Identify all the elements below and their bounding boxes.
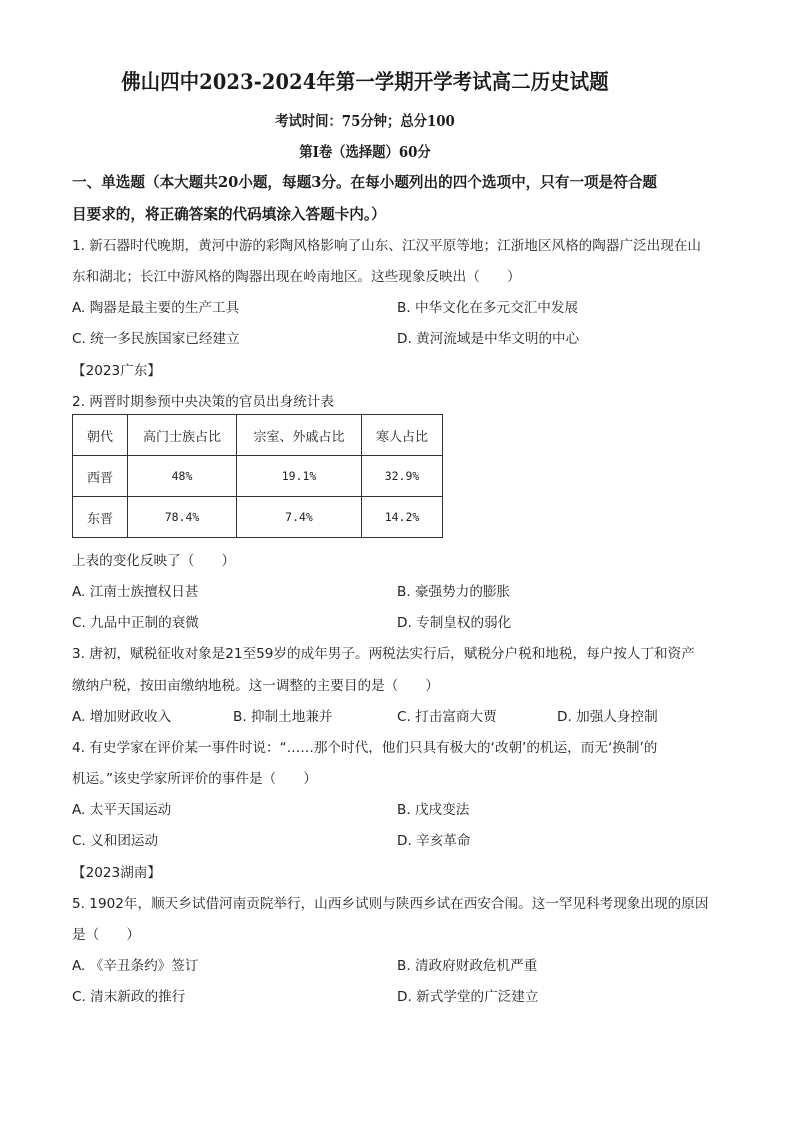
q2-option-d: D. 专制皇权的弱化 — [397, 615, 512, 631]
q3-option-d: D. 加强人身控制 — [557, 709, 658, 725]
q2-stem: 2. 两晋时期参预中央决策的官员出身统计表 — [72, 394, 334, 410]
q1-stem-line1: 1. 新石器时代晚期，黄河中游的彩陶风格影响了山东、江汉平原等地；江浙地区风格的陶器广泛出现在山 — [72, 238, 702, 254]
exam-title: 佛山四中2023-2024年第一学期开学考试高二历史试题 — [121, 69, 609, 94]
q2-option-a: A. 江南士族擅权日甚 — [72, 584, 199, 600]
q3-option-c: C. 打击富商大贾 — [397, 709, 497, 725]
q3-option-b: B. 抑制土地兼并 — [233, 709, 333, 725]
q3-stem-line1: 3. 唐初，赋税征收对象是21至59岁的成年男子。两税法实行后，赋税分户税和地税，每户按人丁和资产 — [72, 646, 695, 662]
header-royal: 宗室、外戚占比 — [237, 415, 362, 456]
q5-option-b: B. 清政府财政危机严重 — [397, 958, 538, 974]
q4-stem-line1: 4. 有史学家在评价某一事件时说：“……那个时代，他们只具有极大的‘改朝’的机运，而无‘换制’的 — [72, 740, 658, 756]
cell-royal: 7.4% — [237, 497, 362, 538]
source-tag-guangdong: 【2023广东】 — [72, 363, 161, 379]
header-gentry: 高门士族占比 — [128, 415, 237, 456]
section-instructions-line1: 一、单选题（本大题共20小题，每题3分。在每小题列出的四个选项中，只有一项是符合题 — [72, 174, 658, 191]
table-header-row — [73, 415, 443, 456]
q1-option-b: B. 中华文化在多元交汇中发展 — [397, 300, 579, 316]
q4-option-d: D. 辛亥革命 — [397, 833, 471, 849]
q2-option-b: B. 豪强势力的膨胀 — [397, 584, 511, 600]
officials-origin-table — [72, 414, 443, 538]
q4-option-c: C. 义和团运动 — [72, 833, 159, 849]
q4-stem-line2: 机运。”该史学家所评价的事件是（ ） — [72, 771, 317, 787]
table-row — [73, 497, 443, 538]
exam-info: 考试时间：75分钟；总分100 — [275, 113, 455, 130]
q3-option-a: A. 增加财政收入 — [72, 709, 172, 725]
cell-royal: 19.1% — [237, 456, 362, 497]
header-dynasty: 朝代 — [73, 415, 128, 456]
cell-dynasty: 西晋 — [73, 456, 128, 497]
cell-commoner: 32.9% — [362, 456, 443, 497]
q4-option-b: B. 戊戌变法 — [397, 802, 470, 818]
q1-option-a: A. 陶器是最主要的生产工具 — [72, 300, 240, 316]
cell-dynasty: 东晋 — [73, 497, 128, 538]
cell-gentry: 48% — [128, 456, 237, 497]
q1-option-c: C. 统一多民族国家已经建立 — [72, 331, 240, 347]
q3-stem-line2: 缴纳户税，按田亩缴纳地税。这一调整的主要目的是（ ） — [72, 678, 440, 694]
header-commoner: 寒人占比 — [362, 415, 443, 456]
q5-option-d: D. 新式学堂的广泛建立 — [397, 989, 539, 1005]
q2-after-table: 上表的变化反映了（ ） — [72, 553, 236, 569]
cell-gentry: 78.4% — [128, 497, 237, 538]
q1-option-d: D. 黄河流域是中华文明的中心 — [397, 331, 580, 347]
cell-commoner: 14.2% — [362, 497, 443, 538]
table-row — [73, 456, 443, 497]
q1-stem-line2: 东和湖北；长江中游风格的陶器出现在岭南地区。这些现象反映出（ ） — [72, 269, 521, 285]
source-tag-hunan: 【2023湖南】 — [72, 865, 161, 881]
q4-option-a: A. 太平天国运动 — [72, 802, 172, 818]
q2-option-c: C. 九品中正制的衰微 — [72, 615, 199, 631]
q5-stem-line2: 是（ ） — [72, 927, 140, 943]
section-instructions-line2: 目要求的，将正确答案的代码填涂入答题卡内。） — [72, 206, 386, 223]
q5-stem-line1: 5. 1902年，顺天乡试借河南贡院举行，山西乡试则与陕西乡试在西安合闱。这一罕见科考现象出现的原因 — [72, 896, 709, 912]
q5-option-c: C. 清末新政的推行 — [72, 989, 186, 1005]
volume-heading: 第Ⅰ卷（选择题）60分 — [299, 144, 431, 161]
q5-option-a: A. 《辛丑条约》签订 — [72, 958, 199, 974]
